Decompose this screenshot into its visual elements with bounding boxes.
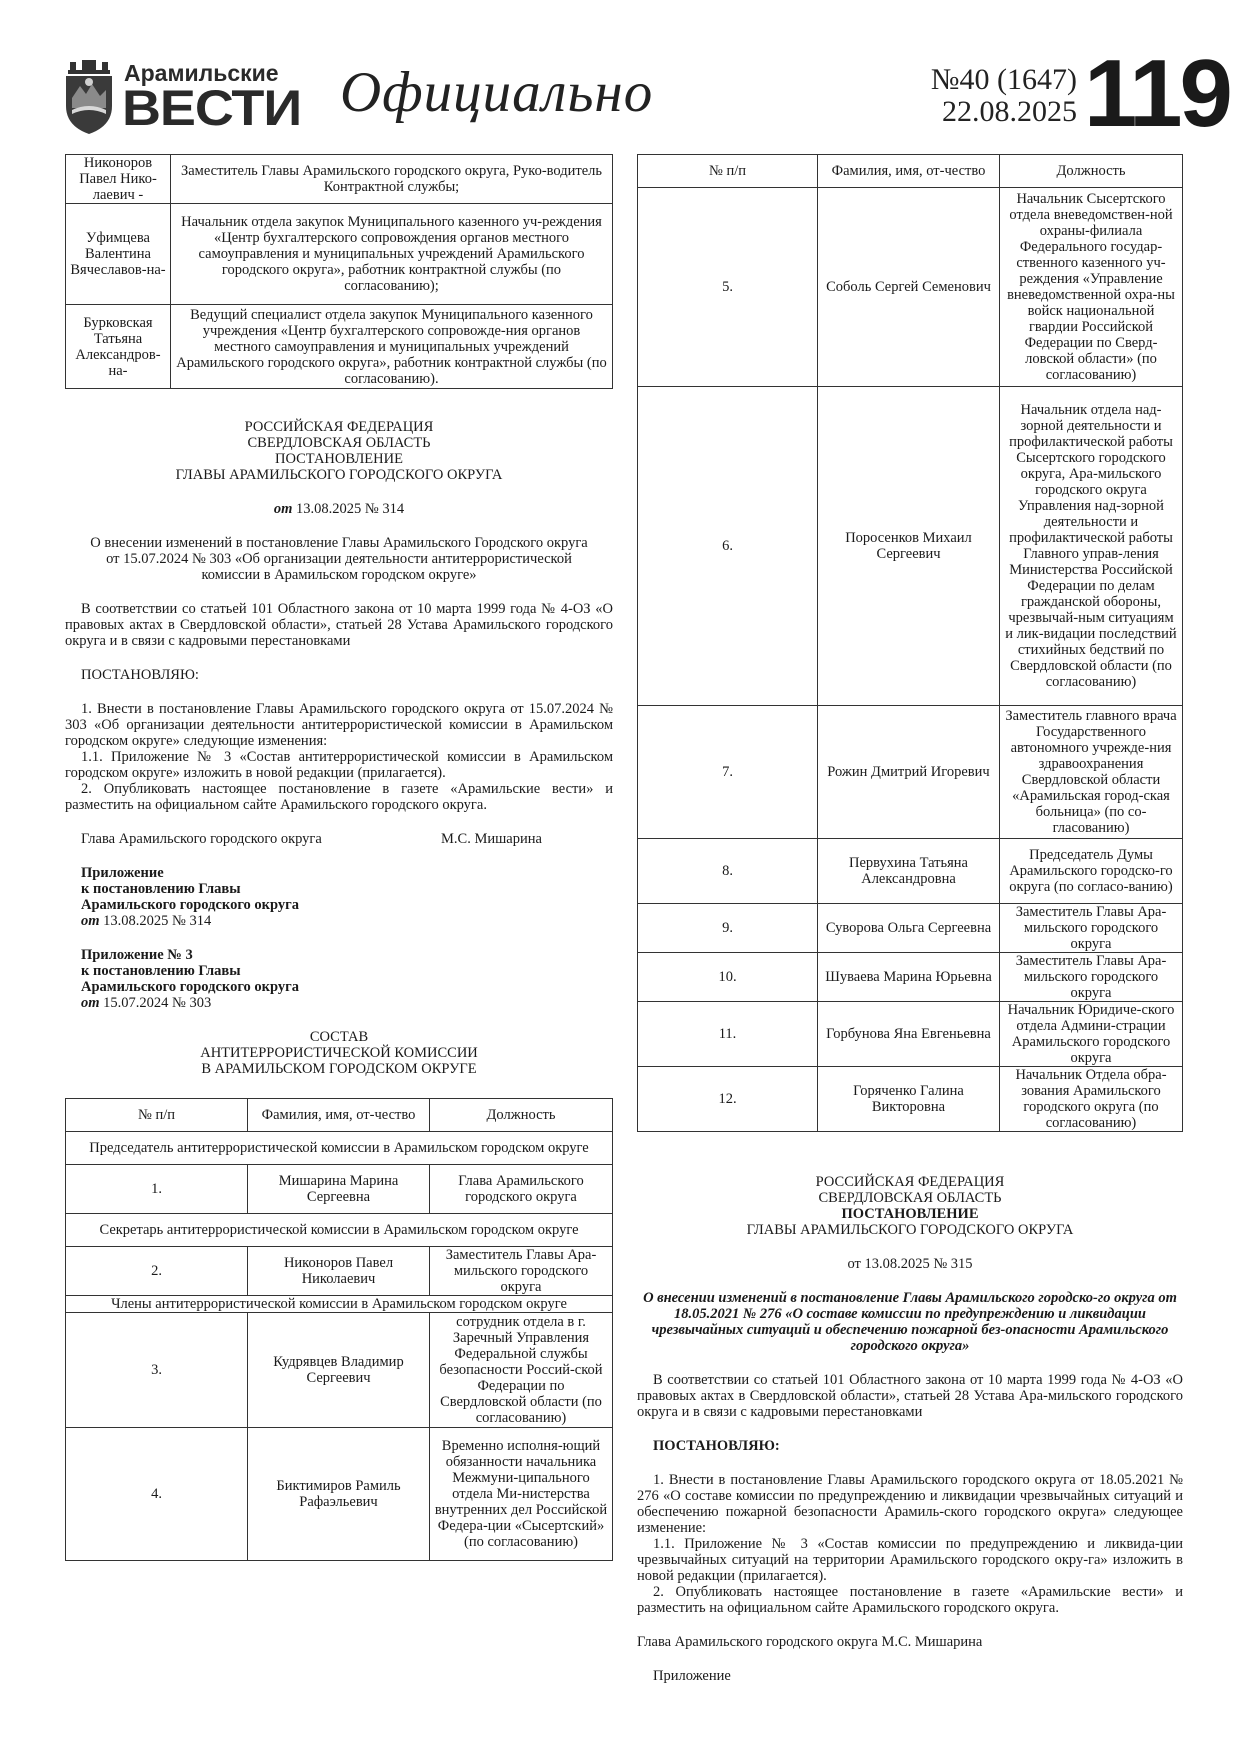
- appendix-note-2: [81, 947, 613, 1011]
- person-name: Бурковская Татьяна Александров-на-: [66, 305, 171, 389]
- column-header-position: Должность: [430, 1099, 613, 1132]
- member-position: Заместитель Главы Ара-мильского городского округа: [1000, 953, 1183, 1002]
- person-position: Ведущий специалист отдела закупок Муниципального казенного учреждения «Центр бухгалтерского сопровожде-ния органов местного самоуправления и муниципальных учреждений Арамильского городского округа», работник контрактной службы (по согласованию).: [171, 305, 613, 389]
- table-row: [638, 904, 1183, 953]
- member-position: Заместитель Главы Ара-мильского городского округа: [1000, 904, 1183, 953]
- section-chair: Председатель антитеррористической комиссии в Арамильском городском округе: [66, 1132, 613, 1165]
- column-header-name: Фамилия, имя, от-чество: [818, 155, 1000, 188]
- row-number: 8.: [638, 839, 818, 904]
- table-header-row: [66, 1099, 613, 1132]
- member-name: Рожин Дмитрий Игоревич: [818, 706, 1000, 839]
- table-row: [638, 188, 1183, 387]
- member-position: Заместитель главного врача Государственного автономного учрежде-ния здравоохранения Свердловской области «Арамильская город-ская больница» (по со-гласованию): [1000, 706, 1183, 839]
- person-position: Начальник отдела закупок Муниципального казенного уч-реждения «Центр бухгалтерского сопровождения органов местного самоуправления и муниципальных учреждений Арамильского городского округа», работник контрактной службы (по согласованию);: [171, 204, 613, 305]
- decree-subject: О внесении изменений в постановление Главы Арамильского городско-го округа от 18.05.2021 № 276 «О составе комиссии по предупреждению и ликвидации чрезвычайных ситуаций и обеспечению пожарной без-опасности Арамильского городского округа»: [643, 1290, 1177, 1354]
- paragraph-1-1: 1.1. Приложение № 3 «Состав комиссии по предупреждению и ликвида-ции чрезвычайных ситуаций на территории Арамильского городского окру-га» изложить в новой редакции (прилагается).: [637, 1536, 1183, 1584]
- appendix-from: от: [81, 913, 100, 929]
- appendix-from: от: [81, 995, 100, 1011]
- column-header-number: № п/п: [638, 155, 818, 188]
- table-header-row: [638, 155, 1183, 188]
- row-number: 9.: [638, 904, 818, 953]
- section-row: [66, 1132, 613, 1165]
- header-line: СВЕРДЛОВСКАЯ ОБЛАСТЬ: [818, 1190, 1002, 1206]
- header-line: ПОСТАНОВЛЕНИЕ: [841, 1206, 979, 1222]
- row-number: 2.: [66, 1247, 248, 1296]
- appendix-line: Приложение № 3: [81, 947, 193, 963]
- logo-top-text: Арамильские: [124, 60, 279, 86]
- row-number: 11.: [638, 1002, 818, 1067]
- logo: [62, 60, 302, 136]
- section-title: Официально: [340, 61, 654, 124]
- member-name: Горяченко Галина Викторовна: [818, 1067, 1000, 1132]
- issue-info: [877, 64, 1077, 128]
- member-position: Временно исполня-ющий обязанности начальника Межмуни-ципального отдела Ми-нистерства внутренних дел Российской Федера-ции «Сысертский» (по согласованию): [430, 1428, 613, 1561]
- composition-line: СОСТАВ: [309, 1029, 369, 1045]
- decree-date: от 13.08.2025 № 315: [847, 1256, 973, 1272]
- appendix-line: к постановлению Главы: [81, 881, 241, 897]
- table-row: [638, 387, 1183, 706]
- date-prefix: от: [273, 501, 293, 517]
- appendix-note-1: [81, 865, 613, 929]
- column-header-name: Фамилия, имя, от-чество: [248, 1099, 430, 1132]
- member-name: Соболь Сергей Семенович: [818, 188, 1000, 387]
- member-position: Начальник Отдела обра-зования Арамильского городского округа (по согласованию): [1000, 1067, 1183, 1132]
- table-row: [66, 155, 613, 204]
- paragraph-1: 1. Внести в постановление Главы Арамильского городского округа от 18.05.2021 № 276 «О составе комиссии по предупреждению и ликвидации чрезвычайных ситуаций и обеспечению пожарной безопасности Арамиль-ского городского округа» следующее изменение:: [637, 1472, 1183, 1536]
- commission-table-left: [65, 1098, 613, 1561]
- row-number: 1.: [66, 1165, 248, 1214]
- appendix-line: Приложение: [81, 865, 164, 881]
- paragraph-2: 2. Опубликовать настоящее постановление в газете «Арамильские вести» и разместить на официальном сайте Арамильского городского округа.: [65, 781, 613, 813]
- table-row: [638, 1067, 1183, 1132]
- decree-word: ПОСТАНОВЛЯЮ:: [81, 667, 199, 683]
- section-row: [66, 1296, 613, 1313]
- row-number: 5.: [638, 188, 818, 387]
- header-line: ГЛАВЫ АРАМИЛЬСКОГО ГОРОДСКОГО ОКРУГА: [746, 1222, 1074, 1238]
- member-position: Начальник Юридиче-ского отдела Админи-страции Арамильского городского округа: [1000, 1002, 1183, 1067]
- member-name: Горбунова Яна Евгеньевна: [818, 1002, 1000, 1067]
- composition-line: АНТИТЕРРОРИСТИЧЕСКОЙ КОМИССИИ: [200, 1045, 478, 1061]
- member-position: сотрудник отдела в г. Заречный Управления Федеральной службы безопасности Россий-ской Федерации по Свердловской области (по согласованию): [430, 1313, 613, 1428]
- table-row: [66, 1313, 613, 1428]
- preamble: В соответствии со статьей 101 Областного закона от 10 марта 1999 года № 4-ОЗ «О правовых актах в Свердловской области», статьей 28 Устава Ара-мильского городского округа и в связи с кадровыми перестановками: [637, 1372, 1183, 1420]
- paragraph-2: 2. Опубликовать настоящее постановление в газете «Арамильские вести» и разместить на официальном сайте Арамильского городского округа.: [637, 1584, 1183, 1616]
- member-position: Начальник Сысертского отдела вневедомствен-ной охраны-филиала Федерального государ-ственного казенного уч-реждения «Управление вневедомственной охра-ны войск национальной гвардии Российской Федерации по Сверд-ловской области» (по согласованию): [1000, 188, 1183, 387]
- member-name: Первухина Татьяна Александровна: [818, 839, 1000, 904]
- member-name: Мишарина Марина Сергеевна: [248, 1165, 430, 1214]
- masthead: [62, 40, 1230, 147]
- composition-title: [65, 1029, 613, 1077]
- appendix-note: Приложение: [653, 1668, 731, 1684]
- decree-date: [65, 501, 613, 517]
- table-row: [66, 1165, 613, 1214]
- decree-315: [637, 1174, 1183, 1684]
- signature-name: М.С. Мишарина: [441, 831, 542, 847]
- member-name: Поросенков Михаил Сергеевич: [818, 387, 1000, 706]
- member-name: Никоноров Павел Николаевич: [248, 1247, 430, 1296]
- person-name: Никоноров Павел Нико-лаевич -: [66, 155, 171, 204]
- appendix-date: 13.08.2025 № 314: [103, 913, 212, 929]
- header-line: ПОСТАНОВЛЕНИЕ: [275, 451, 403, 467]
- table-row: [638, 839, 1183, 904]
- paragraph-1-1: 1.1. Приложение № 3 «Состав антитеррористической комиссии в Арамильском городском округе» изложить в новой редакции (прилагается).: [65, 749, 613, 781]
- row-number: 3.: [66, 1313, 248, 1428]
- coat-of-arms-icon: [62, 60, 116, 134]
- table-row: [638, 1002, 1183, 1067]
- section-secretary: Секретарь антитеррористической комиссии в Арамильском городском округе: [66, 1214, 613, 1247]
- commission-table-right: [637, 154, 1183, 1132]
- row-number: 10.: [638, 953, 818, 1002]
- issue-number: №40 (1647): [930, 63, 1077, 96]
- person-position: Заместитель Главы Арамильского городского округа, Руко-водитель Контрактной службы;: [171, 155, 613, 204]
- table-row: [66, 1247, 613, 1296]
- column-header-number: № п/п: [66, 1099, 248, 1132]
- table-row: [66, 305, 613, 389]
- signature-title: Глава Арамильского городского округа: [81, 831, 322, 847]
- signature: Глава Арамильского городского округа М.С. Мишарина: [637, 1634, 983, 1650]
- header-line: ГЛАВЫ АРАМИЛЬСКОГО ГОРОДСКОГО ОКРУГА: [175, 467, 503, 483]
- member-position: Начальник отдела над-зорной деятельности и профилактической работы Сысертского городского округа, Ара-мильского городского округа Управления над-зорной деятельности и профилактической работы Главного управ-ления Министерства Российской Федерации по делам гражданской обороны, чрезвычай-ным ситуациям и лик-видации последствий стихийных бедствий по Свердловской области (по согласованию): [1000, 387, 1183, 706]
- appendix-line: Арамильского городского округа: [81, 897, 299, 913]
- decree-subject: О внесении изменений в постановление Главы Арамильского Городского округа от 15.07.2024 № 303 «Об организации деятельности антитеррористической комиссии в Арамильском городском округе»: [90, 535, 588, 583]
- person-name: Уфимцева Валентина Вячеславов-на-: [66, 204, 171, 305]
- member-name: Шуваева Марина Юрьевна: [818, 953, 1000, 1002]
- paragraph-1: 1. Внести в постановление Главы Арамильского городского округа от 15.07.2024 № 303 «Об организации деятельности антитеррористической комиссии в Арамильском городском округе» следующие изменения:: [65, 701, 613, 749]
- member-name: Биктимиров Рамиль Рафаэльевич: [248, 1428, 430, 1561]
- decree-word: ПОСТАНОВЛЯЮ:: [653, 1438, 780, 1454]
- date-value: 13.08.2025 № 314: [296, 501, 405, 517]
- header-line: СВЕРДЛОВСКАЯ ОБЛАСТЬ: [247, 435, 431, 451]
- member-name: Суворова Ольга Сергеевна: [818, 904, 1000, 953]
- section-row: [66, 1214, 613, 1247]
- composition-line: В АРАМИЛЬСКОМ ГОРОДСКОМ ОКРУГЕ: [201, 1061, 477, 1077]
- top-contract-table: [65, 154, 613, 389]
- header-line: РОССИЙСКАЯ ФЕДЕРАЦИЯ: [244, 419, 434, 435]
- signature: [65, 831, 613, 847]
- appendix-date: 15.07.2024 № 303: [103, 995, 212, 1011]
- column-header-position: Должность: [1000, 155, 1183, 188]
- section-members: Члены антитеррористической комиссии в Арамильском городском округе: [66, 1296, 613, 1313]
- header-line: РОССИЙСКАЯ ФЕДЕРАЦИЯ: [815, 1174, 1005, 1190]
- table-row: [638, 706, 1183, 839]
- page-number: 119: [1084, 40, 1230, 147]
- issue-date: 22.08.2025: [942, 95, 1077, 128]
- member-position: Заместитель Главы Ара-мильского городского округа: [430, 1247, 613, 1296]
- table-row: [66, 204, 613, 305]
- preamble: В соответствии со статьей 101 Областного закона от 10 марта 1999 года № 4-ОЗ «О правовых актах в Свердловской области», статьей 28 Устава Арамильского городского округа и в связи с кадровыми перестановками: [65, 601, 613, 649]
- decree-314: [65, 419, 613, 1077]
- appendix-line: к постановлению Главы: [81, 963, 241, 979]
- row-number: 12.: [638, 1067, 818, 1132]
- row-number: 6.: [638, 387, 818, 706]
- table-row: [66, 1428, 613, 1561]
- row-number: 4.: [66, 1428, 248, 1561]
- member-name: Кудрявцев Владимир Сергеевич: [248, 1313, 430, 1428]
- row-number: 7.: [638, 706, 818, 839]
- logo-main-text: ВЕСТИ: [122, 80, 302, 136]
- appendix-line: Арамильского городского округа: [81, 979, 299, 995]
- member-position: Глава Арамильского городского округа: [430, 1165, 613, 1214]
- table-row: [638, 953, 1183, 1002]
- member-position: Председатель Думы Арамильского городско-го округа (по согласо-ванию): [1000, 839, 1183, 904]
